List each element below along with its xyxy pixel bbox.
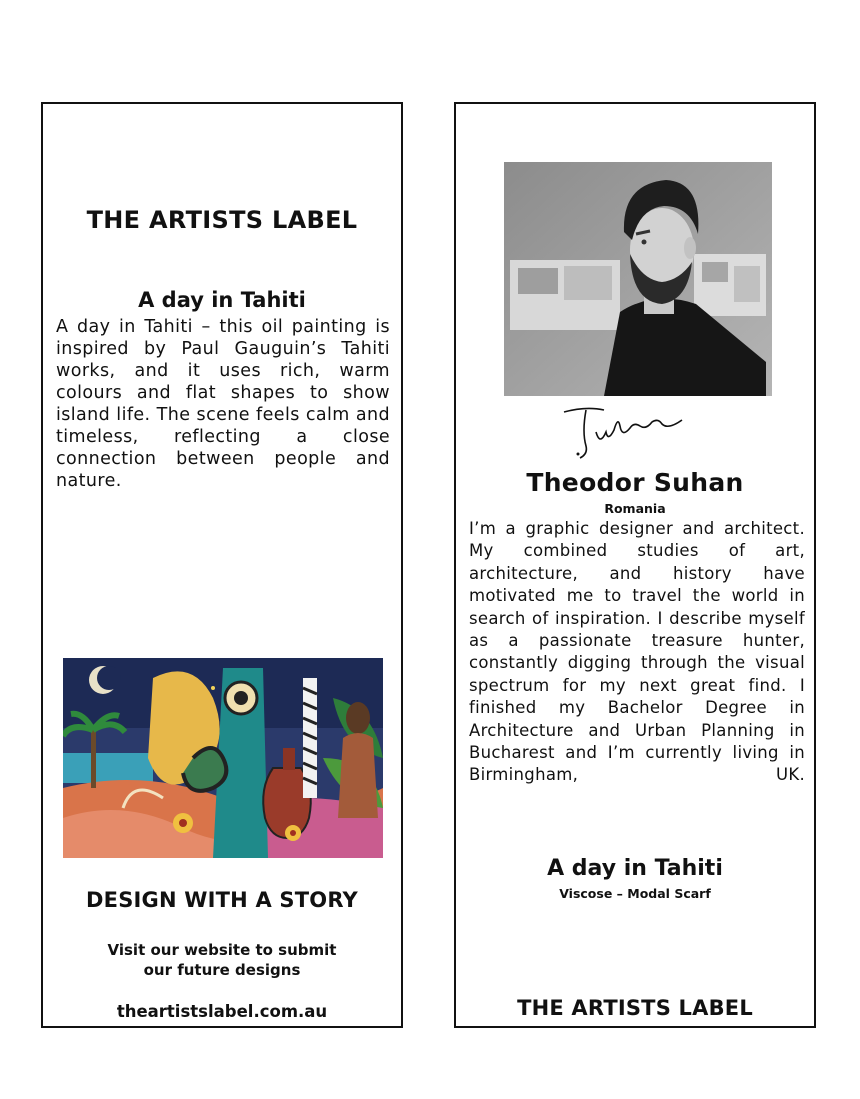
artist-profile-card: [454, 102, 816, 1028]
artist-name: Theodor Suhan: [526, 468, 744, 497]
product-material: Viscose – Modal Scarf: [559, 886, 711, 901]
artist-country: Romania: [604, 501, 666, 516]
visit-line-2: our future designs: [143, 961, 301, 979]
artist-portrait-photo: [504, 162, 772, 396]
artist-bio: I’m a graphic designer and architect. My combined studies of art, architecture, and history have motivated me to travel the world in search of inspiration. I describe myself as a passionate treasure hunter, constantly digging through the visual spectrum for my next great find. I finished my Bachelor Degree in Architecture and Urban Planning in Bucharest and I’m currently living in Birmingham, UK.: [469, 519, 805, 785]
tahiti-painting-image: [63, 658, 383, 858]
brand-heading: THE ARTISTS LABEL: [86, 206, 358, 234]
artwork-label-card: [41, 102, 403, 1028]
visit-line-1: Visit our website to submit: [107, 941, 337, 959]
product-title: A day in Tahiti: [547, 856, 723, 881]
artist-signature: [556, 402, 716, 462]
visit-text: [43, 940, 401, 980]
artwork-title: A day in Tahiti: [138, 288, 306, 312]
artwork-description: A day in Tahiti – this oil painting is inspired by Paul Gauguin’s Tahiti works, and it uses rich, warm colours and flat shapes to show island life. The scene feels calm and timeless, reflecting a close connection between people and nature.: [56, 317, 390, 491]
brand-footer: THE ARTISTS LABEL: [517, 996, 753, 1020]
website-link[interactable]: theartistslabel.com.au: [116, 1002, 328, 1021]
slogan: DESIGN WITH A STORY: [86, 888, 358, 912]
